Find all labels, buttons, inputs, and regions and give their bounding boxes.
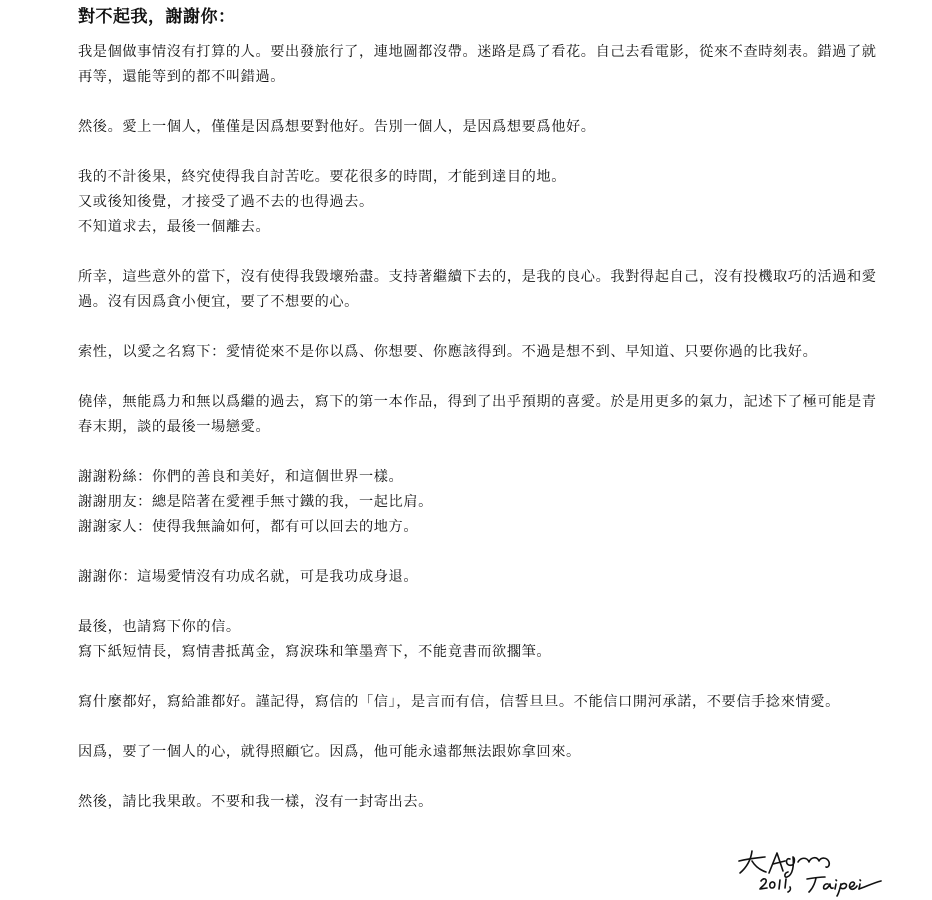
letter-line: 索性，以愛之名寫下：愛情從來不是你以爲、你想要、你應該得到。不過是想不到、早知道、只要你過的比我好。 [78,344,818,360]
letter-line: 然後，請比我果敢。不要和我一樣，沒有一封寄出去。 [78,794,433,810]
letter-line: 謝謝粉絲：你們的善良和美好，和這個世界一樣。 [78,469,404,485]
letter-line: 因爲，要了一個人的心，就得照顧它。因爲，他可能永遠都無法跟妳拿回來。 [78,744,581,760]
letter-paragraph [78,690,883,715]
letter-paragraph [78,390,883,440]
letter-paragraph [78,165,883,240]
letter-line: 我的不計後果，終究使得我自討苦吃。要花很多的時間，才能到達目的地。 [78,169,566,185]
letter-body [78,40,883,815]
letter-paragraph [78,465,883,540]
letter-paragraph [78,740,883,765]
letter-line: 謝謝你：這場愛情沒有功成名就，可是我功成身退。 [78,569,419,585]
letter-line: 不知道求去，最後一個離去。 [78,219,271,235]
letter-line: 僥倖，無能爲力和無以爲繼的過去，寫下的第一本作品，得到了出乎預期的喜愛。於是用更多的氣力，記述下了極可能是青 [78,394,877,410]
letter-line: 寫下紙短情長，寫情書抵萬金，寫淚珠和筆墨齊下，不能竟書而欲擱筆。 [78,644,552,660]
letter [78,6,883,840]
letter-paragraph [78,340,883,365]
letter-line: 所幸，這些意外的當下，沒有使得我毀壞殆盡。支持著繼續下去的，是我的良心。我對得起自己，沒有投機取巧的活過和愛 [78,269,877,285]
letter-line: 謝謝家人：使得我無論如何，都有可以回去的地方。 [78,519,419,535]
letter-paragraph [78,265,883,315]
letter-line: 最後，也請寫下你的信。 [78,619,241,635]
letter-line: 謝謝朋友：總是陪著在愛裡手無寸鐵的我，一起比肩。 [78,494,433,510]
letter-line: 寫什麼都好，寫給誰都好。謹記得，寫信的「信」，是言而有信，信誓旦旦。不能信口開河承諾，不要信手捻來情愛。 [78,694,840,710]
letter-line: 再等，還能等到的都不叫錯過。 [78,69,286,85]
letter-paragraph [78,40,883,90]
letter-line: 又或後知後覺，才接受了過不去的也得過去。 [78,194,374,210]
letter-line: 我是個做事情沒有打算的人。要出發旅行了，連地圖都沒帶。迷路是爲了看花。自己去看電影，從來不查時刻表。錯過了就 [78,44,877,60]
letter-line: 春末期，談的最後一場戀愛。 [78,419,271,435]
letter-title: 對不起我，謝謝你： [78,7,236,27]
handwritten-signature [735,845,883,897]
letter-paragraph [78,115,883,140]
letter-paragraph [78,790,883,815]
letter-line: 然後。愛上一個人，僅僅是因爲想要對他好。告別一個人，是因爲想要爲他好。 [78,119,596,135]
letter-paragraph [78,565,883,590]
letter-paragraph [78,615,883,665]
letter-line: 過。沒有因爲貪小便宜，要了不想要的心。 [78,294,359,310]
